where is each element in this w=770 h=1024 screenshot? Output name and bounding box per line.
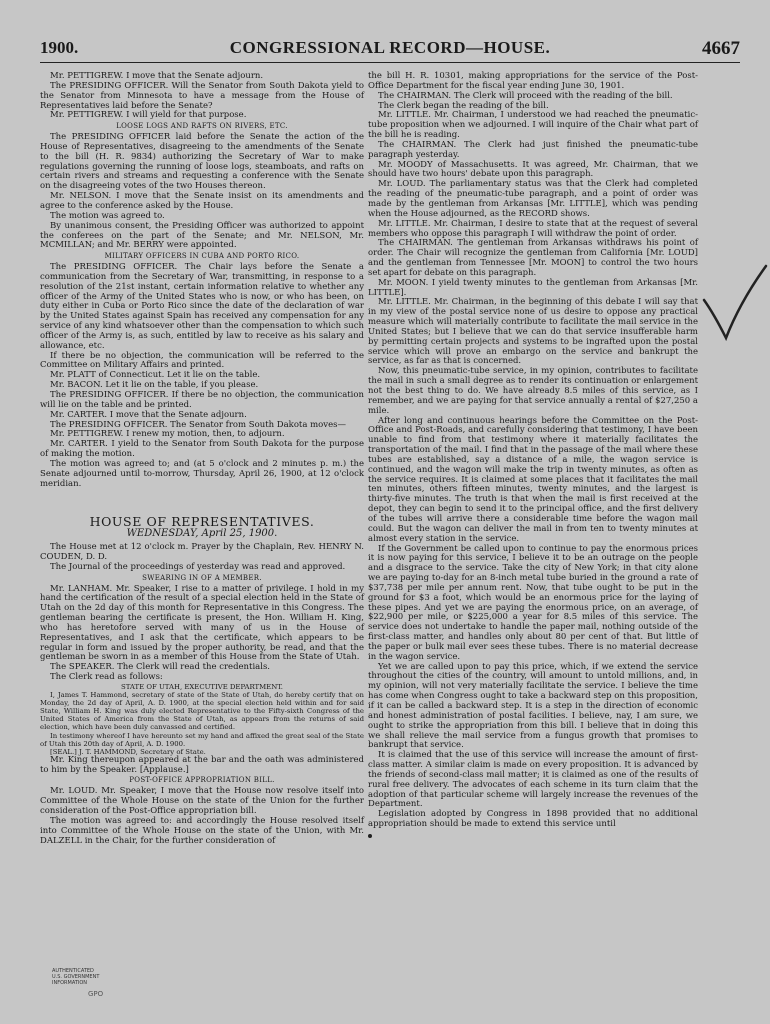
right-column <box>368 72 698 830</box>
paragraph: Mr. BACON. Let it lie on the table, if you please. <box>50 380 259 391</box>
paragraph: Mr. CARTER. I move that the Senate adjourn. <box>50 409 247 420</box>
paragraph: The PRESIDING OFFICER. The Senator from South Dakota moves— <box>50 419 346 430</box>
paragraph: The PRESIDING OFFICER. The Chair lays before the Senate a communication from the Secretary of War, transmitting, in response to a resolution of the 21st instant, certain information relative to whether any officer of the Army of the United States who is now, or who has been, on duty either in Cuba or Porto Rico since the date of the declaration of war by the United States against Spain has received any compensation for any service of any kind whatsoever other than the compensation to which such officer of the Army is, as such, entitled by law to receive as his salary and allowance, etc. <box>40 262 364 351</box>
certificate-text: [SEAL.] J. T. HAMMOND, Secretary of State. <box>50 747 206 756</box>
paragraph: The House met at 12 o'clock m. Prayer by the Chaplain, Rev. HENRY N. COUDEN, D. D. <box>40 542 364 562</box>
handwritten-checkmark-icon <box>700 262 770 352</box>
paragraph: Mr. King thereupon appeared at the bar and the oath was administered to him by the Speaker. [Applause.] <box>40 754 364 775</box>
paragraph: Mr. MOON. I yield twenty minutes to the gentleman from Arkansas [Mr. LITTLE]. <box>368 277 698 298</box>
section-heading: POST-OFFICE APPROPRIATION BILL. <box>129 776 275 785</box>
paragraph: If the Government be called upon to continue to pay the enormous prices it is now paying for this service, I believe it to be an outrage on the people and a disgrace to the service. Take the city of New York; in that city alone we are paying to-day for an 8-inch metal tube buried in the ground a rate of $37,738 per mile per annum rent. Now, that tube ought to be put in the ground for $3 a foot, which would be an enormous price for the laying of these pipes. And yet we are paying the enormous price, on an average, of $22,900 per mile, or $225,000 a year for 8.5 miles of this service. The service does not undertake to handle the paper mail, nothing outside of the first-class matter, and handles only about 80 per cent of that. But little of the paper or bulk mail ever sees these tubes. There is no material decrease in the wagon service. <box>368 543 698 662</box>
paragraph: Mr. CARTER. I yield to the Senator from South Dakota for the purpose of making the motion. <box>40 439 364 460</box>
paragraph: Mr. MOODY of Massachusetts. It was agreed, Mr. Chairman, that we should have two hours' debate upon this paragraph. <box>368 159 698 180</box>
certificate-text: I, James T. Hammond, secretary of state of the State of Utah, do hereby certify that on Monday, the 2d day of April, A. D. 1900, at the special election held within and for said State, William H. King was duly elected Representative to the Fifty-sixth Congress of the United States of America from the State of Utah, as appears from the returns of said election, which have been duly canvassed and certified. <box>40 691 364 732</box>
section-heading: LOOSE LOGS AND RAFTS ON RIVERS, ETC. <box>116 122 288 131</box>
paragraph: The SPEAKER. The Clerk will read the credentials. <box>50 662 271 673</box>
paragraph: Mr. LITTLE. Mr. Chairman, I understood we had reached the pneumatic-tube proposition when we adjourned. I will inquire of the Chair what part of the bill he is reading. <box>368 110 698 141</box>
page-header <box>40 38 740 63</box>
certificate-text: In testimony whereof I have hereunto set my hand and affixed the great seal of the State of Utah this 20th day of April, A. D. 1900. <box>40 731 364 748</box>
paragraph: Mr. LOUD. The parliamentary status was that the Clerk had completed the reading of the pneumatic-tube paragraph, and a point of order was made by the gentleman from Arkansas [Mr. LITTLE], which was pending when the House adjourned, as the RECORD shows. <box>368 179 698 219</box>
paragraph: By unanimous consent, the Presiding Officer was authorized to appoint the conferees on the part of the Senate; and Mr. NELSON, Mr. MCMILLAN; and Mr. BERRY were appointed. <box>40 220 364 251</box>
post-office-debate <box>368 72 698 830</box>
paragraph: Mr. PLATT of Connecticut. Let it lie on the table. <box>50 370 261 381</box>
header-title: CONGRESSIONAL RECORD—HOUSE. <box>229 38 551 57</box>
house-section-title: HOUSE OF REPRESENTATIVES. <box>89 514 315 530</box>
paragraph: The motion was agreed to: and accordingly the House resolved itself into Committee of the Whole House on the state of the Union, with Mr. DALZELL in the Chair, for the further consideration of <box>40 815 364 846</box>
house-proceedings <box>40 543 364 846</box>
paragraph: Yet we are called upon to pay this price, which, if we extend the service throughout the cities of the country, will amount to untold millions, and, in my opinion, will not very materially facilitate the service. I believe the time has come when Congress ought to take a backward step on this proposition, if it can be called a backward step. It is a step in the direction of economic and honest administration of postal facilities. I believe, nay, I am sure, we ought to strike the appropriation from this bill. I believe that in doing this we shall relieve the mail service from a fungus growth that promises to bankrupt that service. <box>368 661 698 751</box>
header-year: 1900. <box>40 38 79 57</box>
paragraph: The CHAIRMAN. The Clerk will proceed with the reading of the bill. <box>378 90 673 101</box>
senate-proceedings <box>40 72 364 489</box>
paragraph: The Clerk began the reading of the bill. <box>378 100 549 111</box>
house-section-date: WEDNESDAY, April 25, 1900. <box>126 528 278 540</box>
gpo-mark: GPO <box>88 990 104 998</box>
gpo-authentication-stamp <box>52 968 126 1008</box>
paragraph: The CHAIRMAN. The Clerk had just finished the pneumatic-tube paragraph yesterday. <box>368 139 698 160</box>
paragraph: The PRESIDING OFFICER. Will the Senator from South Dakota yield to the Senator from Minnesota to have a message from the House of Representatives laid before the Senate? <box>40 80 364 111</box>
paragraph: Legislation adopted by Congress in 1898 provided that no additional appropriation should be made to extend this service until <box>368 809 698 830</box>
paragraph: Mr. LOUD. Mr. Speaker, I move that the House now resolve itself into Committee of the Whole House on the state of the Union for the further consideration of the Post-Office appropriation bill. <box>40 786 364 816</box>
certificate-heading: STATE OF UTAH, EXECUTIVE DEPARTMENT. <box>120 682 283 691</box>
paragraph: the bill H. R. 10301, making appropriations for the service of the Post-Office Department for the fiscal year ending June 30, 1901. <box>368 71 698 91</box>
section-heading: SWEARING IN OF A MEMBER. <box>142 573 262 582</box>
paragraph: Mr. NELSON. I move that the Senate insist on its amendments and agree to the conference asked by the House. <box>40 191 364 211</box>
paragraph: The motion was agreed to; and (at 5 o'clock and 2 minutes p. m.) the Senate adjourned until to-morrow, Thursday, April 26, 1900, at 12 o'clock meridian. <box>40 458 364 489</box>
paragraph: The PRESIDING OFFICER. If there be no objection, the communication will lie on the table and be printed. <box>40 390 364 410</box>
paragraph: The Clerk read as follows: <box>50 672 163 683</box>
paragraph: Mr. PETTIGREW. I will yield for that purpose. <box>50 110 247 121</box>
paragraph: Mr. LITTLE. Mr. Chairman, in the beginning of this debate I will say that in my view of the postal service none of us desire to oppose any practical measure which will materially contribute to facilitate the mail service in the United States; but I believe that we can do that service insufferable harm by permitting certain projects and systems to be ingrafted upon the postal service which will prove an embargo on the service and bankrupt the service, as far as that is concerned. <box>368 297 698 367</box>
paragraph: The Journal of the proceedings of yesterday was read and approved. <box>50 561 346 572</box>
paragraph: The CHAIRMAN. The gentleman from Arkansas withdraws his point of order. The Chair will recognize the gentleman from California [Mr. LOUD] and the gentleman from Tennessee [Mr. MOON] to control the two hours set apart for debate on this paragraph. <box>368 238 698 278</box>
stamp-text: AUTHENTICATED U.S. GOVERNMENT INFORMATION <box>52 968 100 986</box>
header-page-number: 4667 <box>702 38 740 59</box>
paragraph: Mr. LANHAM. Mr. Speaker, I rise to a matter of privilege. I hold in my hand the certification of the result of a special election held in the State of Utah on the 2d day of this month for Representative in this Congress. The gentleman bearing the certificate is present, the Hon. William H. King, who has heretofore served with many of us in the House of Representatives, and I ask that the certificate, which appears to be regular in form and issued by the proper authority, be read, and that the gentleman be sworn in as a member of this House from the State of Utah. <box>40 583 364 663</box>
ink-dot <box>368 834 372 838</box>
paragraph: After long and continuous hearings before the Committee on the Post-Office and Post-Roads, and carefully considering that testimony, I have been unable to find from that testimony where it materially facilitates the transportation of the mail. I find that in the passage of the mail where these tubes are established, say a distance of a mile, the wagon service is continued, and the wagon will make the trip in twenty minutes, as often as the service requires. It is claimed at some places that it facilitates the mail ten minutes, others fifteen minutes, twenty minutes, and the largest is thirty-five minutes. The truth is that when the mail is first received at the depot, they can begin to send it to the principal office, and the first delivery of the tubes will arrive there a considerable time before the wagon mail could. But the wagon can deliver the mail in from ten to twenty minutes at almost every station in the service. <box>368 415 698 544</box>
paragraph: Mr. PETTIGREW. I move that the Senate adjourn. <box>50 71 264 81</box>
paragraph: Mr. PETTIGREW. I renew my motion, then, to adjourn. <box>50 429 285 440</box>
paragraph: Now, this pneumatic-tube service, in my opinion, contributes to facilitate the mail in such a small degree as to render its continuation or enlargement not the best thing to do. We have already 8.5 miles of this service, as I remember, and we are paying for that service annually a rental of $27,250 a mile. <box>368 366 698 416</box>
paragraph: The motion was agreed to. <box>50 210 165 221</box>
left-column <box>40 72 364 846</box>
section-heading: MILITARY OFFICERS IN CUBA AND PORTO RICO. <box>104 252 300 261</box>
paragraph: If there be no objection, the communication will be referred to the Committee on Military Affairs and printed. <box>40 350 364 371</box>
paragraph: Mr. LITTLE. Mr. Chairman, I desire to state that at the request of several members who oppose this paragraph I will withdraw the point of order. <box>368 218 698 239</box>
paragraph: The PRESIDING OFFICER laid before the Senate the action of the House of Representatives, disagreeing to the amendments of the Senate to the bill (H. R. 9834) authorizing the Secretary of War to make regulations governing the running of loose logs, steamboats, and rafts on certain rivers and streams and requesting a conference with the Senate on the disagreeing votes of the two Houses thereon. <box>40 132 364 192</box>
paragraph: It is claimed that the use of this service will increase the amount of first-class matter. A similar claim is made on every proposition. It is advanced by the friends of second-class mail matter; it is claimed as one of the results of rural free delivery. The advocates of each scheme in its turn claim that the adoption of that particular scheme will largely increase the revenues of the Department. <box>368 750 698 810</box>
